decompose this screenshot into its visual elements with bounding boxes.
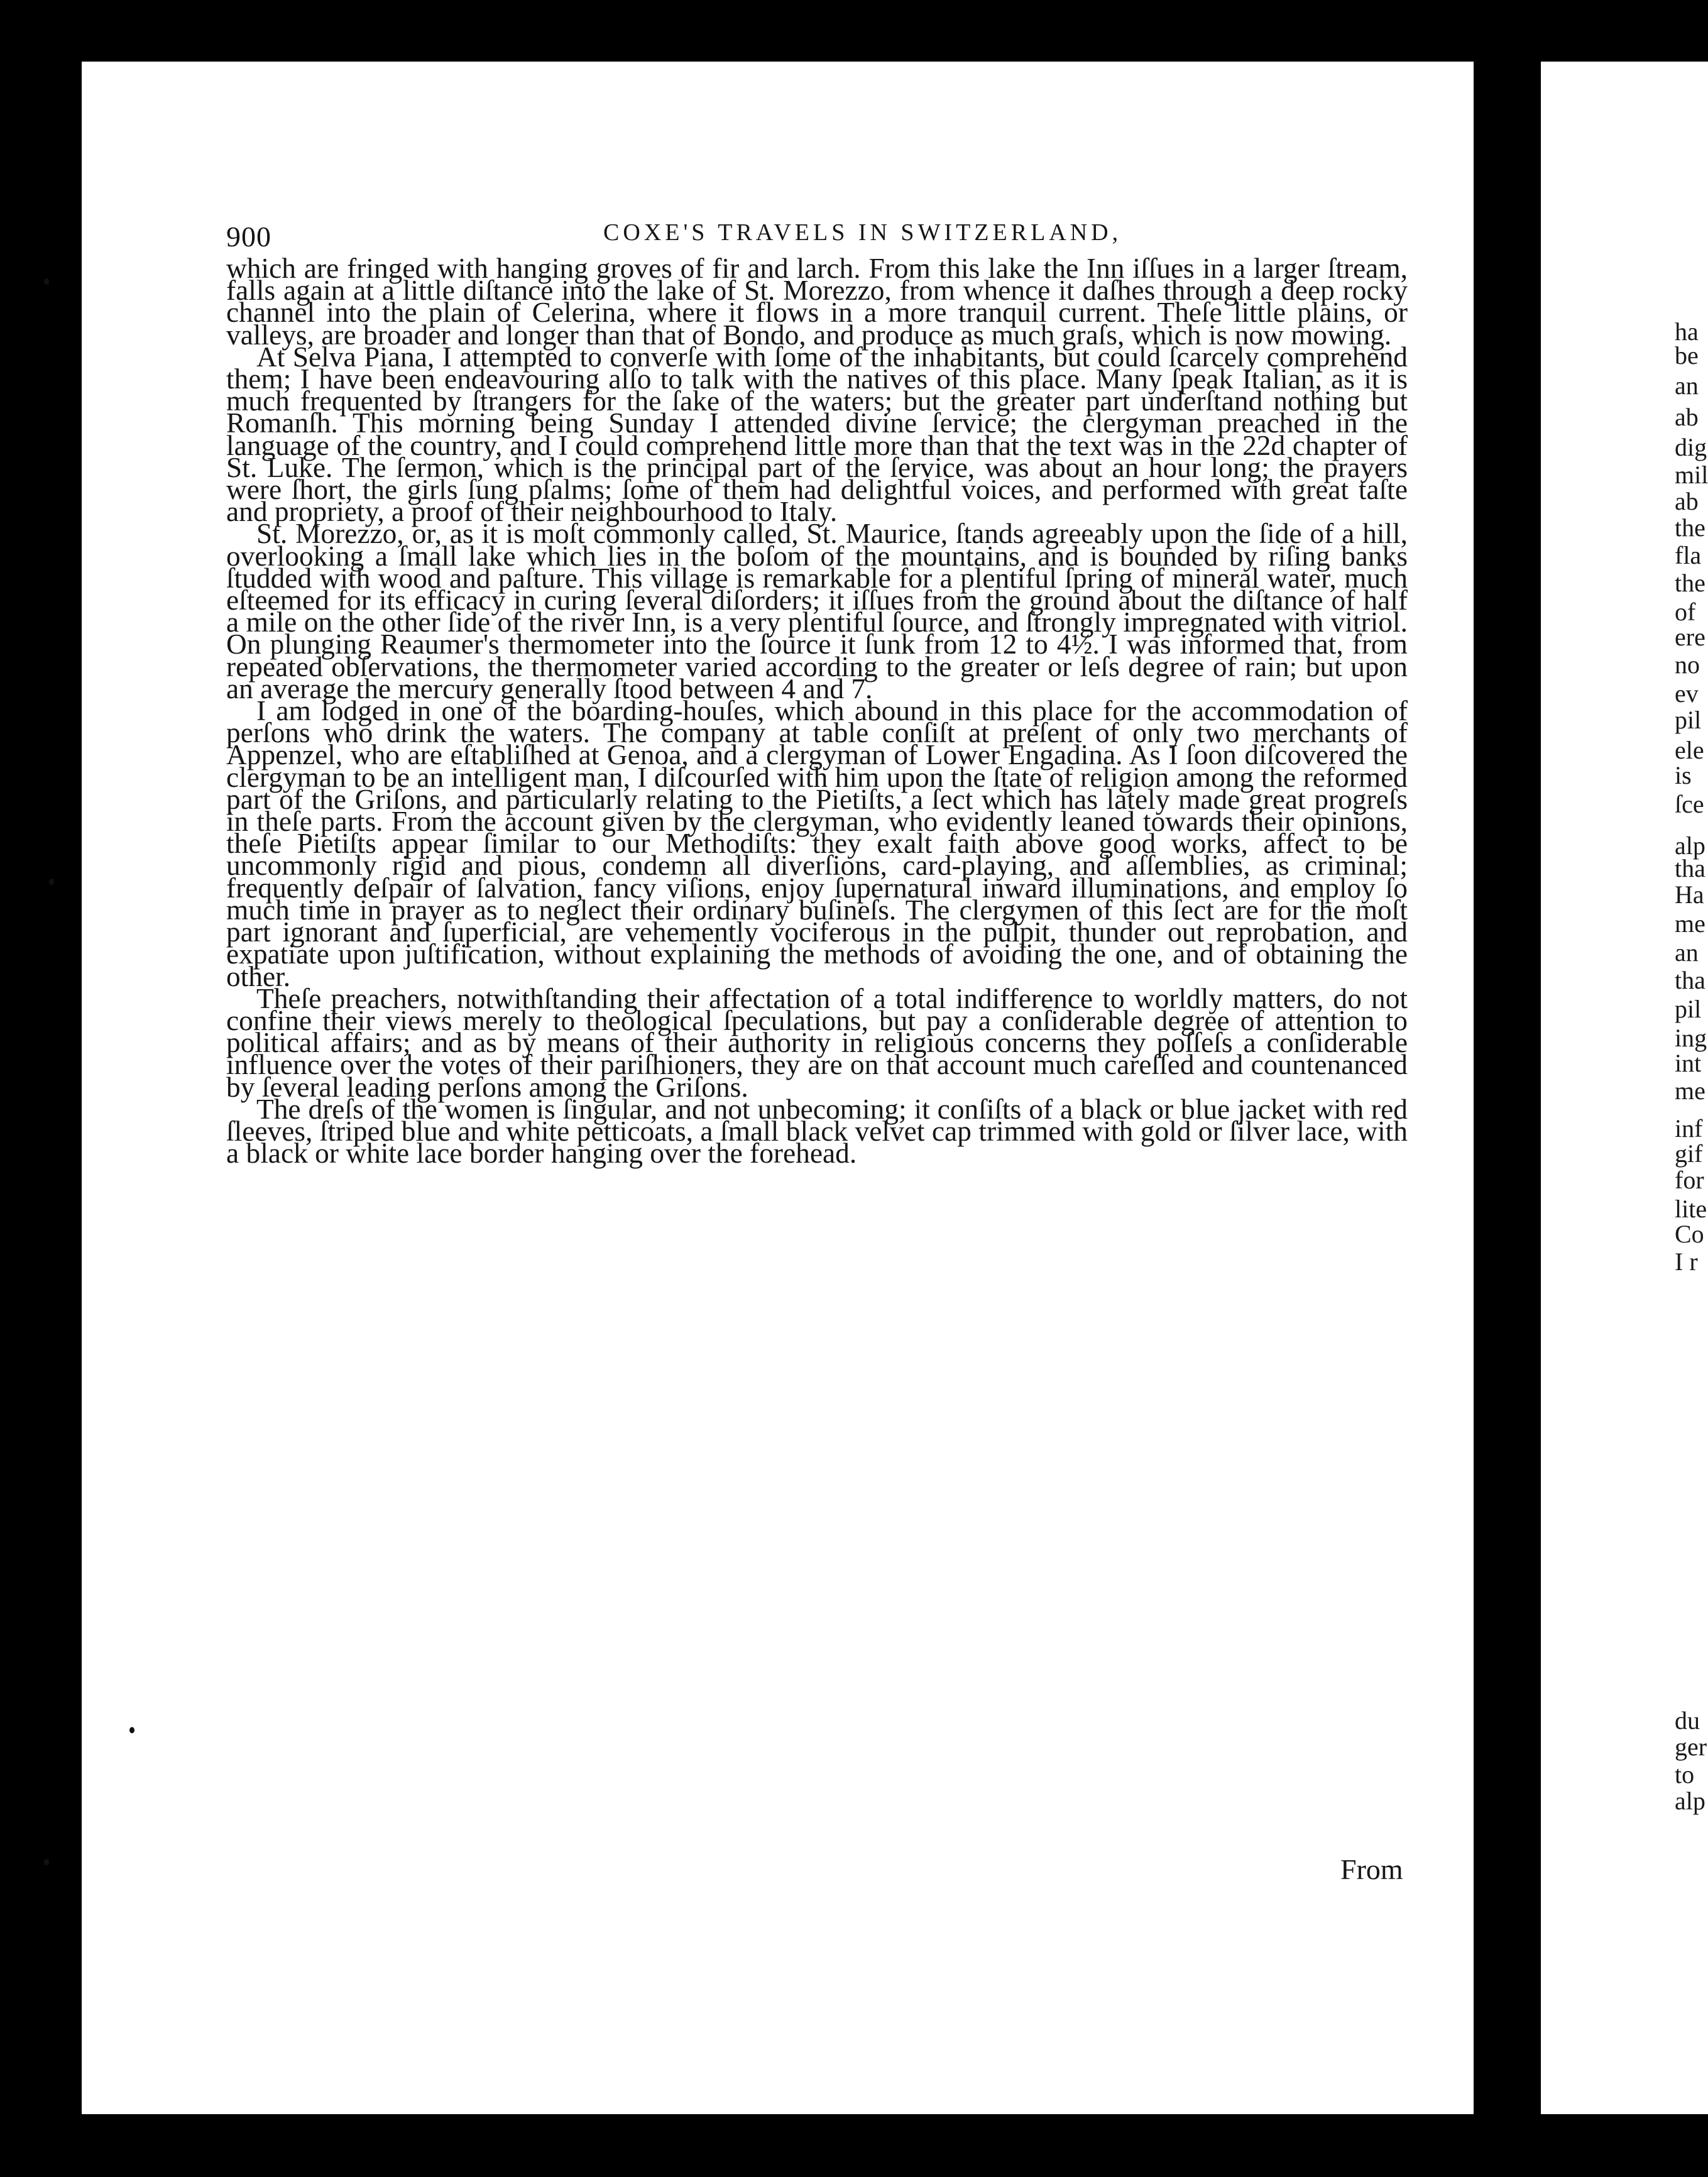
catchword: From (1340, 1853, 1403, 1885)
facing-page-fragment: tha (1675, 966, 1705, 994)
margin-speck (129, 1727, 134, 1733)
running-head: COXE'S TRAVELS IN SWITZERLAND, (603, 219, 1122, 246)
facing-page-fragment: gif (1675, 1139, 1703, 1168)
facing-page-fragment: ev (1675, 679, 1699, 708)
paragraph: Theſe preachers, notwithſtanding their affectation of a total indifference to worldly matters, do not confine their views merely to theological ſpeculations, but pay a conſiderable degree of attention to political affairs; and as by means of their authority in religious concerns they poſſeſs a conſiderable influence over the votes of their pariſhioners, they are on that account much careſſed and countenanced by ſeveral leading perſons among the Griſons. (226, 982, 1408, 1103)
facing-page-fragment: the (1675, 513, 1705, 542)
facing-page-fragment: inf (1675, 1114, 1703, 1143)
facing-page-fragment: I r (1675, 1248, 1698, 1276)
facing-page-fragment: tha (1675, 854, 1705, 882)
facing-page-fragment: Co (1675, 1220, 1704, 1248)
facing-page-fragment: alp (1675, 831, 1705, 860)
facing-page-fragment: me (1675, 1077, 1705, 1105)
facing-page-fragment: du (1675, 1706, 1700, 1735)
facing-page-fragment: pil (1675, 706, 1702, 734)
body-text (226, 253, 1408, 1170)
facing-page-fragment: mil (1675, 461, 1708, 489)
facing-page-fragment: Ha (1675, 880, 1704, 909)
facing-page-fragment: an (1675, 938, 1699, 967)
facing-page-fragment: ing (1675, 1024, 1707, 1052)
facing-page-fragment: ha (1675, 317, 1699, 346)
margin-speck (44, 1859, 49, 1865)
facing-page-fragment: lite (1675, 1195, 1707, 1223)
facing-page-fragment: fla (1675, 541, 1702, 569)
facing-page-fragment: ſce (1675, 790, 1704, 818)
facing-page-fragment: ger (1675, 1733, 1707, 1761)
facing-page-fragment: the (1675, 569, 1705, 597)
facing-page-fragment: for (1675, 1166, 1704, 1194)
facing-page-fragment: an (1675, 371, 1699, 400)
paragraph: The dreſs of the women is ſingular, and not unbecoming; it conſiſts of a black or blue jacket with red ſleeves, ſtriped blue and white petticoats, a ſmall black velvet cap trimmed with gold or ſilver lace, with a black or white lace border hanging over the forehead. (226, 1093, 1408, 1170)
facing-page-fragment: of (1675, 598, 1696, 626)
paragraph: St. Morezzo, or, as it is moſt commonly called, St. Maurice, ſtands agreeably upon the ſide of a hill, overlooking a ſmall lake which lies in the boſom of the mountains, and is bounded by riſing banks ſtudded with wood and paſture. This village is remarkable for a plentiful ſpring of mineral water, much eſteemed for its efficacy in curing ſeveral diſorders; it iſſues from the ground about the diſtance of half a mile on the other ſide of the river Inn, is a very plentiful ſource, and ſtrongly impregnated with vitriol. On plunging Reaumer's thermometer into the ſource it ſunk from 12 to 4½. I was informed that, from repeated obſervations, the thermometer varied according to the greater or leſs degree of rain; but upon an average the mercury generally ſtood between 4 and 7. (226, 518, 1408, 705)
facing-page-fragment: no (1675, 650, 1700, 679)
paragraph: At Selva Piana, I attempted to converſe with ſome of the inhabitants, but could ſcarcely comprehend them; I have been endeavouring alſo to talk with the natives of this place. Many ſpeak Italian, as it is much frequented by ſtrangers for the ſake of the waters; but the greater part underſtand nothing but Romanſh. This morning being Sunday I attended divine ſervice; the clergyman preached in the language of the country, and I could comprehend little more than that the text was in the 22d chapter of St. Luke. The ſermon, which is the principal part of the ſervice, was about an hour long; the prayers were ſhort, the girls ſung pſalms; ſome of them had delightful voices, and performed with great taſte and propriety, a proof of their neighbourhood to Italy. (226, 341, 1408, 528)
facing-page-fragment: me (1675, 909, 1705, 938)
facing-page-fragment: is (1675, 761, 1692, 789)
facing-page-fragment: dig (1675, 433, 1707, 461)
facing-page-fragment: alp (1675, 1787, 1705, 1815)
facing-page-fragment: to (1675, 1760, 1695, 1789)
page-number: 900 (226, 221, 271, 253)
facing-page-fragment: int (1675, 1049, 1702, 1077)
facing-page-fragment: ele (1675, 736, 1704, 764)
facing-page-fragment: pil (1675, 995, 1702, 1023)
facing-page-fragment: ab (1675, 403, 1699, 431)
facing-page-fragment: ab (1675, 487, 1699, 515)
paragraph: I am lodged in one of the boarding-houſes, which abound in this place for the accommodation of perſons who drink the waters. The company at table conſiſt at preſent of only two merchants of Appenzel, who are eſtabliſhed at Genoa, and a clergyman of Lower Engadina. As I ſoon diſcovered the clergyman to be an intelligent man, I diſcourſed with him upon the ſtate of religion among the reformed part of the Griſons, and particularly relating to the Pietiſts, a ſect which has lately made great progreſs in theſe parts. From the account given by the clergyman, who evidently leaned towards their opinions, theſe Pietiſts appear ſimilar to our Methodiſts: they exalt faith above good works, affect to be uncommonly rigid and pious, condemn all diverſions, card-playing, and aſſemblies, as criminal; frequently deſpair of ſalvation, fancy viſions, enjoy ſupernatural inward illuminations, and employ ſo much time in prayer as to neglect their ordinary buſineſs. The clergymen of this ſect are for the moſt part ignorant and ſuperficial, are vehemently vociferous in the pulpit, thunder out reprobation, and expatiate upon juſtification, without explaining the methods of avoiding the one, and of obtaining the other. (226, 695, 1408, 992)
margin-speck (49, 879, 54, 885)
facing-page-fragment: ere (1675, 623, 1705, 651)
facing-page-fragment: be (1675, 341, 1699, 370)
margin-speck (44, 278, 49, 285)
paragraph: which are fringed with hanging groves of fir and larch. From this lake the Inn iſſues in a larger ſtream, falls again at a little diſtance into the lake of St. Morezzo, from whence it daſhes through a deep rocky channel into the plain of Celerina, where it flows in a more tranquil current. Theſe little plains, or valleys, are broader and longer than that of Bondo, and produce as much graſs, which is now mowing. (226, 253, 1408, 351)
